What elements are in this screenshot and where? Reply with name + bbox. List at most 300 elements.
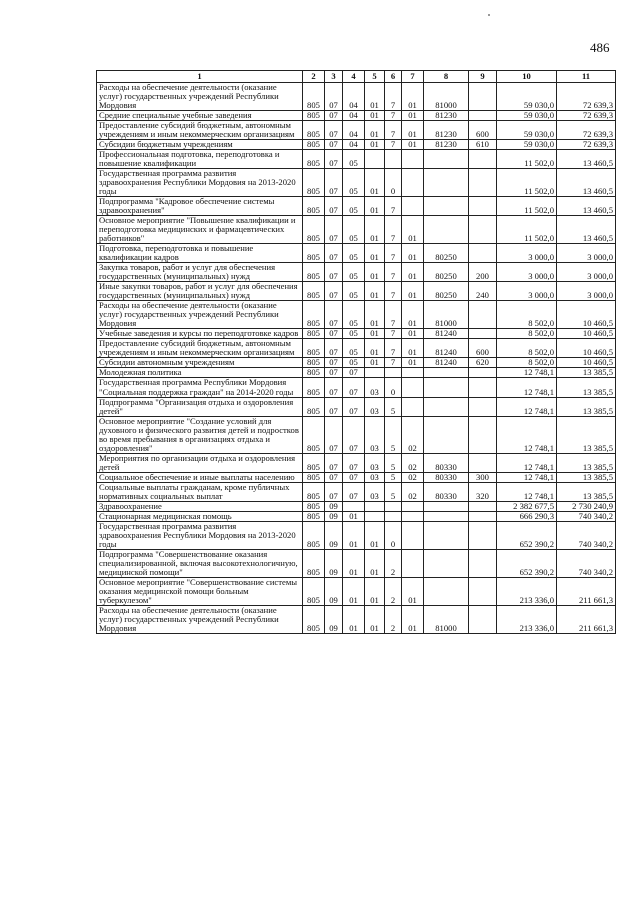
table-row [97,472,616,482]
code-cell: 81240 [424,329,469,339]
amount-cell: 13 385,5 [557,453,616,472]
code-cell: 805 [303,282,325,301]
code-cell: 7 [385,121,402,140]
amount-cell: 13 460,5 [557,216,616,244]
code-cell [469,501,497,511]
amount-cell: 10 460,5 [557,339,616,358]
code-cell [469,216,497,244]
code-cell: 805 [303,263,325,282]
code-cell: 0 [385,521,402,549]
code-cell: 7 [385,358,402,368]
code-cell [365,150,385,169]
code-cell: 300 [469,472,497,482]
code-cell [469,329,497,339]
row-name-cell: Подпрограмма "Организация отдыха и оздоровления детей" [97,397,303,416]
header-cell: 9 [469,71,497,83]
code-cell: 805 [303,358,325,368]
code-cell: 805 [303,511,325,521]
row-name-cell: Средние специальные учебные заведения [97,111,303,121]
code-cell: 03 [365,416,385,453]
code-cell: 02 [402,482,424,501]
code-cell: 07 [325,453,343,472]
amount-cell: 59 030,0 [497,111,557,121]
code-cell: 09 [325,511,343,521]
table-row [97,482,616,501]
code-cell: 07 [325,83,343,111]
amount-cell: 13 385,5 [557,416,616,453]
code-cell: 05 [343,301,365,329]
table-row [97,140,616,150]
code-cell [402,521,424,549]
code-cell: 80330 [424,472,469,482]
code-cell: 7 [385,83,402,111]
code-cell [424,501,469,511]
amount-cell: 13 460,5 [557,150,616,169]
code-cell: 07 [325,472,343,482]
code-cell: 01 [365,244,385,263]
code-cell: 01 [365,111,385,121]
table-row [97,453,616,472]
code-cell: 07 [325,301,343,329]
code-cell: 01 [365,216,385,244]
code-cell: 07 [325,416,343,453]
code-cell: 09 [325,501,343,511]
code-cell: 805 [303,329,325,339]
code-cell: 01 [365,83,385,111]
amount-cell: 13 385,5 [557,397,616,416]
code-cell: 05 [343,244,365,263]
code-cell: 01 [343,511,365,521]
code-cell: 01 [402,339,424,358]
code-cell [469,197,497,216]
code-cell [402,397,424,416]
code-cell: 805 [303,111,325,121]
code-cell [385,511,402,521]
amount-cell: 8 502,0 [497,329,557,339]
code-cell: 2 [385,577,402,605]
code-cell: 03 [365,397,385,416]
row-name-cell: Молодежная политика [97,368,303,378]
header-cell: 10 [497,71,557,83]
row-name-cell: Здравоохранение [97,501,303,511]
code-cell: 03 [365,482,385,501]
code-cell: 07 [325,378,343,397]
amount-cell: 3 000,0 [557,263,616,282]
table-row [97,416,616,453]
code-cell: 09 [325,521,343,549]
code-cell: 01 [343,605,365,633]
code-cell: 2 [385,549,402,577]
code-cell: 05 [343,197,365,216]
code-cell: 81240 [424,358,469,368]
amount-cell: 740 340,2 [557,521,616,549]
code-cell: 805 [303,121,325,140]
code-cell: 07 [343,378,365,397]
code-cell: 805 [303,140,325,150]
code-cell: 320 [469,482,497,501]
code-cell [424,378,469,397]
code-cell: 805 [303,482,325,501]
table-row [97,197,616,216]
code-cell: 7 [385,263,402,282]
row-name-cell: Закупка товаров, работ и услуг для обеспечения государственных (муниципальных) нужд [97,263,303,282]
code-cell: 07 [325,140,343,150]
code-cell [469,416,497,453]
code-cell: 7 [385,329,402,339]
amount-cell: 13 385,5 [557,482,616,501]
row-name-cell: Субсидии автономным учреждениям [97,358,303,368]
code-cell [424,577,469,605]
code-cell: 81000 [424,301,469,329]
amount-cell: 652 390,2 [497,549,557,577]
code-cell: 80330 [424,453,469,472]
code-cell [402,150,424,169]
code-cell [402,501,424,511]
code-cell [469,511,497,521]
code-cell: 5 [385,397,402,416]
code-cell: 07 [325,263,343,282]
code-cell: 01 [365,263,385,282]
table-row [97,282,616,301]
code-cell: 02 [402,472,424,482]
row-name-cell: Подпрограмма "Кадровое обеспечение системы здравоохранения" [97,197,303,216]
code-cell: 805 [303,577,325,605]
code-cell [402,378,424,397]
amount-cell: 12 748,1 [497,453,557,472]
code-cell: 07 [325,358,343,368]
amount-cell: 2 730 240,9 [557,501,616,511]
amount-cell: 740 340,2 [557,549,616,577]
table-row [97,339,616,358]
row-name-cell: Иные закупки товаров, работ и услуг для обеспечения государственных (муниципальных) нужд [97,282,303,301]
header-cell: 2 [303,71,325,83]
code-cell: 01 [402,83,424,111]
header-cell: 6 [385,71,402,83]
code-cell: 5 [385,416,402,453]
code-cell: 01 [402,111,424,121]
code-cell [469,378,497,397]
amount-cell: 72 639,3 [557,140,616,150]
amount-cell: 11 502,0 [497,150,557,169]
code-cell: 04 [343,111,365,121]
code-cell: 805 [303,244,325,263]
amount-cell: 3 000,0 [497,263,557,282]
code-cell: 07 [325,482,343,501]
code-cell: 7 [385,216,402,244]
code-cell: 07 [325,329,343,339]
amount-cell: 10 460,5 [557,358,616,368]
code-cell [402,197,424,216]
code-cell: 01 [365,197,385,216]
amount-cell: 11 502,0 [497,197,557,216]
code-cell [402,169,424,197]
amount-cell: 13 460,5 [557,169,616,197]
amount-cell: 2 382 677,5 [497,501,557,511]
code-cell [469,83,497,111]
table-row [97,549,616,577]
code-cell: 2 [385,605,402,633]
code-cell: 805 [303,416,325,453]
code-cell [365,368,385,378]
code-cell: 805 [303,472,325,482]
row-name-cell: Государственная программа развития здравоохранения Республики Мордовия на 2013-2020 годы [97,169,303,197]
code-cell: 240 [469,282,497,301]
code-cell [469,244,497,263]
amount-cell: 740 340,2 [557,511,616,521]
code-cell: 01 [365,549,385,577]
row-name-cell: Основное мероприятие "Создание условий для духовного и физического развития детей и подростков во время пребывания в организациях отдыха и оздоровления" [97,416,303,453]
row-name-cell: Предоставление субсидий бюджетным, автономным учреждениям и иным некоммерческим организациям [97,121,303,140]
code-cell [424,216,469,244]
code-cell [469,150,497,169]
code-cell: 805 [303,83,325,111]
code-cell: 01 [343,521,365,549]
table-row [97,397,616,416]
code-cell: 80250 [424,282,469,301]
code-cell: 610 [469,140,497,150]
code-cell: 05 [343,263,365,282]
code-cell [469,111,497,121]
code-cell [424,511,469,521]
amount-cell: 666 290,3 [497,511,557,521]
header-cell: 1 [97,71,303,83]
row-name-cell: Стационарная медицинская помощь [97,511,303,521]
amount-cell: 8 502,0 [497,339,557,358]
code-cell [385,368,402,378]
code-cell: 81000 [424,605,469,633]
code-cell: 02 [402,453,424,472]
code-cell [424,416,469,453]
code-cell: 07 [325,111,343,121]
code-cell [424,521,469,549]
code-cell: 05 [343,169,365,197]
amount-cell: 213 336,0 [497,577,557,605]
code-cell [424,549,469,577]
header-cell: 8 [424,71,469,83]
code-cell: 07 [343,453,365,472]
code-cell: 5 [385,482,402,501]
code-cell [402,549,424,577]
amount-cell: 59 030,0 [497,83,557,111]
code-cell: 01 [402,140,424,150]
code-cell: 01 [365,121,385,140]
code-cell [469,521,497,549]
code-cell: 01 [365,140,385,150]
code-cell: 7 [385,197,402,216]
code-cell: 07 [325,197,343,216]
code-cell: 80250 [424,263,469,282]
table-row [97,605,616,633]
code-cell [424,397,469,416]
code-cell [385,501,402,511]
code-cell: 09 [325,605,343,633]
code-cell [469,453,497,472]
code-cell: 05 [343,282,365,301]
amount-cell: 72 639,3 [557,121,616,140]
amount-cell: 12 748,1 [497,368,557,378]
code-cell [385,150,402,169]
code-cell [469,397,497,416]
code-cell: 03 [365,378,385,397]
code-cell: 805 [303,453,325,472]
amount-cell: 11 502,0 [497,216,557,244]
amount-cell: 13 385,5 [557,368,616,378]
code-cell: 01 [343,577,365,605]
amount-cell: 12 748,1 [497,397,557,416]
code-cell [424,368,469,378]
code-cell: 805 [303,169,325,197]
amount-cell: 652 390,2 [497,521,557,549]
page-number: 486 [590,40,610,55]
table-row [97,521,616,549]
header-cell: 4 [343,71,365,83]
table-row [97,301,616,329]
table-row [97,244,616,263]
amount-cell: 213 336,0 [497,605,557,633]
code-cell: 0 [385,169,402,197]
table-row [97,329,616,339]
amount-cell: 3 000,0 [497,282,557,301]
code-cell: 5 [385,453,402,472]
code-cell: 81240 [424,339,469,358]
row-name-cell: Социальные выплаты гражданам, кроме публичных нормативных социальных выплат [97,482,303,501]
row-name-cell: Расходы на обеспечение деятельности (оказание услуг) государственных учреждений Республики Мордовия [97,83,303,111]
code-cell [424,197,469,216]
code-cell: 7 [385,244,402,263]
table-row [97,83,616,111]
code-cell: 81230 [424,111,469,121]
code-cell [343,501,365,511]
row-name-cell: Государственная программа Республики Мордовия "Социальная поддержка граждан" на 2014-2020 годы [97,378,303,397]
code-cell: 05 [343,150,365,169]
header-row [97,71,616,83]
code-cell: 01 [365,605,385,633]
code-cell: 600 [469,339,497,358]
amount-cell: 211 661,3 [557,605,616,633]
amount-cell: 10 460,5 [557,329,616,339]
row-name-cell: Учебные заведения и курсы по переподготовке кадров [97,329,303,339]
code-cell: 7 [385,111,402,121]
code-cell: 805 [303,549,325,577]
code-cell: 01 [365,339,385,358]
amount-cell: 10 460,5 [557,301,616,329]
header-cell: 11 [557,71,616,83]
code-cell: 01 [365,577,385,605]
header-cell: 7 [402,71,424,83]
code-cell: 07 [325,150,343,169]
amount-cell: 8 502,0 [497,301,557,329]
code-cell: 07 [343,368,365,378]
code-cell [402,511,424,521]
code-cell [424,150,469,169]
code-cell: 05 [343,339,365,358]
row-name-cell: Подготовка, переподготовка и повышение квалификации кадров [97,244,303,263]
code-cell: 805 [303,339,325,358]
amount-cell: 13 385,5 [557,472,616,482]
table-row [97,358,616,368]
code-cell: 07 [325,169,343,197]
code-cell: 7 [385,282,402,301]
code-cell: 01 [402,605,424,633]
code-cell: 805 [303,521,325,549]
scan-speck [488,14,490,16]
table-header [97,71,616,83]
code-cell: 01 [343,549,365,577]
code-cell: 805 [303,378,325,397]
code-cell: 07 [343,397,365,416]
code-cell: 200 [469,263,497,282]
code-cell: 620 [469,358,497,368]
code-cell: 01 [402,301,424,329]
code-cell: 805 [303,216,325,244]
code-cell: 01 [365,521,385,549]
code-cell: 5 [385,472,402,482]
code-cell: 805 [303,301,325,329]
code-cell: 80330 [424,482,469,501]
table-row [97,511,616,521]
table-row [97,501,616,511]
code-cell: 07 [325,216,343,244]
code-cell: 09 [325,549,343,577]
table-body [97,83,616,634]
code-cell: 05 [343,216,365,244]
amount-cell: 8 502,0 [497,358,557,368]
row-name-cell: Основное мероприятие "Повышение квалификации и переподготовка медицинских и фармацевтических работников" [97,216,303,244]
code-cell: 01 [402,216,424,244]
table-row [97,169,616,197]
code-cell: 07 [325,368,343,378]
code-cell: 01 [402,358,424,368]
code-cell [469,301,497,329]
header-cell: 5 [365,71,385,83]
code-cell: 0 [385,378,402,397]
code-cell [469,605,497,633]
amount-cell: 72 639,3 [557,83,616,111]
amount-cell: 59 030,0 [497,121,557,140]
code-cell: 02 [402,416,424,453]
code-cell: 01 [365,301,385,329]
table-row [97,121,616,140]
code-cell: 03 [365,453,385,472]
amount-cell: 59 030,0 [497,140,557,150]
amount-cell: 3 000,0 [557,282,616,301]
header-cell: 3 [325,71,343,83]
code-cell [402,368,424,378]
code-cell: 805 [303,501,325,511]
code-cell [365,501,385,511]
amount-cell: 11 502,0 [497,169,557,197]
amount-cell: 211 661,3 [557,577,616,605]
row-name-cell: Предоставление субсидий бюджетным, автономным учреждениям и иным некоммерческим организациям [97,339,303,358]
code-cell: 81230 [424,121,469,140]
table-row [97,111,616,121]
code-cell: 07 [325,397,343,416]
code-cell: 805 [303,368,325,378]
code-cell: 04 [343,140,365,150]
code-cell: 07 [343,482,365,501]
code-cell [469,169,497,197]
amount-cell: 12 748,1 [497,416,557,453]
row-name-cell: Основное мероприятие "Совершенствование системы оказания медицинской помощи больным туберкулезом" [97,577,303,605]
code-cell: 805 [303,605,325,633]
row-name-cell: Расходы на обеспечение деятельности (оказание услуг) государственных учреждений Республики Мордовия [97,301,303,329]
amount-cell: 12 748,1 [497,482,557,501]
code-cell: 805 [303,397,325,416]
row-name-cell: Мероприятия по организации отдыха и оздоровления детей [97,453,303,472]
row-name-cell: Подпрограмма "Совершенствование оказания специализированной, включая высокотехнологичную, медицинской помощи" [97,549,303,577]
code-cell [469,577,497,605]
table-row [97,150,616,169]
